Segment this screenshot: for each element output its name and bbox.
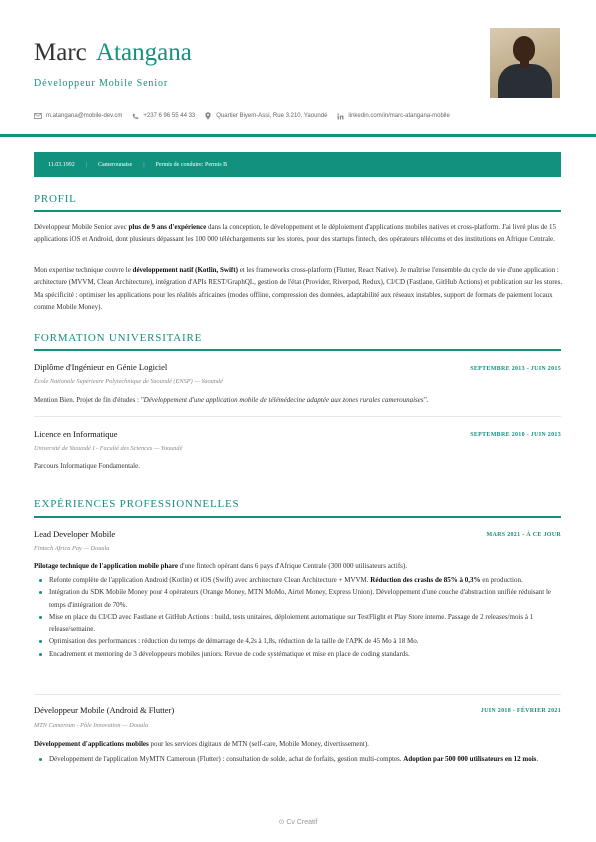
contact-line: [34, 111, 459, 121]
first-name: Marc: [34, 39, 87, 66]
footer-brand: [0, 818, 596, 826]
footer-text: Cv Creatif: [286, 819, 318, 826]
list-item: Encadrement et mentoring de 3 développeurs mobiles juniors. Revue de code systématique et mise en place de coding standards.: [34, 648, 564, 660]
location-icon: [204, 112, 212, 120]
section-rule-experience: [34, 516, 561, 518]
phone-icon: [131, 112, 139, 120]
mail-icon: [34, 112, 42, 120]
section-title-formation: FORMATION UNIVERSITAIRE: [34, 332, 203, 344]
list-item: Développement de l'application MyMTN Cameroun (Flutter) : consultation de solde, achat de forfaits, gestion multi-comptes. Adoption par 500 000 utilisateurs en 12 mois.: [34, 753, 564, 765]
section-rule-profil: [34, 210, 561, 212]
brand-icon: ⊙: [278, 819, 285, 826]
experience-2-company: MTN Cameroun - Pôle Innovation — Douala: [34, 722, 149, 729]
header-divider: [0, 134, 596, 137]
photo-head: [513, 36, 535, 62]
contact-phone-text: +237 6 96 55 44 33: [143, 113, 196, 119]
contact-phone[interactable]: [131, 112, 195, 120]
formation-2-date: SEPTEMBRE 2010 - JUIN 2013: [470, 432, 561, 438]
experience-1-summary: Pilotage technique de l'application mobile phare d'une fintech opérant dans 6 pays d'Afrique Centrale (300 000 utilisateurs actifs).: [34, 562, 407, 570]
contact-linkedin[interactable]: [336, 112, 449, 120]
list-item: Mise en place du CI/CD avec Fastlane et GitHub Actions : build, tests unitaires, déploiement automatique sur TestFlight et Play Store interne. Passage de 2 releases/mois à 1 release/semaine.: [34, 611, 564, 636]
section-rule-formation: [34, 349, 561, 351]
contact-email[interactable]: [34, 112, 122, 120]
list-item: Optimisation des performances : réduction du temps de démarrage de 4,2s à 1,8s, réduction de la taille de l'APK de 45 Mo à 18 Mo.: [34, 635, 564, 647]
experience-1-date: MARS 2021 - À CE JOUR: [486, 532, 561, 538]
linkedin-icon: [336, 112, 344, 120]
driving-license: Permis de conduire: Permis B: [155, 161, 228, 168]
formation-1-date: SEPTEMBRE 2013 - JUIN 2015: [470, 366, 561, 372]
personal-info-bar: [34, 152, 561, 177]
formation-2-description: Parcours Informatique Fondamentale.: [34, 462, 140, 470]
experience-1-company: Fintech Africa Pay — Douala: [34, 545, 110, 552]
contact-address-text: Quartier Biyem-Assi, Rue 3.210, Yaoundé: [216, 113, 328, 119]
job-title: Développeur Mobile Senior: [34, 78, 169, 89]
section-title-profil: PROFIL: [34, 193, 77, 205]
experience-2-summary: Développement d'applications mobiles pour les services digitaux de MTN (self-care, Mobile Money, divertissement).: [34, 740, 369, 748]
separator: |: [85, 161, 87, 168]
experience-1-title: Lead Developer Mobile: [34, 529, 116, 539]
profile-photo: [490, 28, 560, 98]
list-item: Intégration du SDK Mobile Money pour 4 opérateurs (Orange Money, MTN MoMo, Airtel Money, Express Union). Développement d'une couche d'abstraction unifiée réduisant le temps d'intégration de 70%.: [34, 586, 564, 611]
list-item: Refonte complète de l'application Android (Kotlin) et iOS (Swift) avec architecture Clean Architecture + MVVM. Réduction des crashs de 85% à 0,3% en production.: [34, 574, 564, 586]
formation-1-title: Diplôme d'Ingénieur en Génie Logiciel: [34, 362, 168, 372]
separator: |: [143, 161, 145, 168]
full-name: [34, 38, 192, 68]
birthdate: 11.03.1992: [48, 161, 75, 168]
experience-2-bullets: [34, 753, 564, 765]
entry-divider: [34, 694, 561, 695]
contact-address: [204, 112, 327, 120]
experience-2-title: Développeur Mobile (Android & Flutter): [34, 705, 175, 715]
contact-email-text: m.atangana@mobile-dev.cm: [46, 113, 123, 119]
profil-paragraph-2: Mon expertise technique couvre le développement natif (Kotlin, Swift) et les frameworks cross-platform (Flutter, React Native). Je maîtrise l'ensemble du cycle de vie d'une application : architecture (MVVM, Clean Architecture), intégration d'APIs REST/GraphQL, gestion de l'état (Provider, Riverpod, Redux), CI/CD (Fastlane, GitHub Actions) et publication sur les stores. Ma spécificité : optimiser les applications pour les réalités africaines (modes offline, compression des données, adaptabilité aux réseaux instables, support de formats de paiement locaux comme Mobile Money).: [34, 266, 563, 312]
nationality: Camerounaise: [97, 161, 133, 168]
formation-2-title: Licence en Informatique: [34, 429, 118, 439]
section-title-experience: EXPÉRIENCES PROFESSIONNELLES: [34, 498, 240, 510]
photo-body: [498, 64, 552, 98]
profil-paragraph-1: Développeur Mobile Senior avec plus de 9 ans d'expérience dans la conception, le développement et le déploiement d'applications mobiles natives et cross-platform. J'ai livré plus de 15 applications iOS et Android, dont plusieurs dépassant les 100 000 téléchargements sur les stores, pour des startups fintech, des opérateurs télécoms et des institutions en Afrique Centrale.: [34, 223, 556, 244]
last-name: Atangana: [96, 39, 192, 66]
contact-linkedin-text: linkedin.com/in/marc-atangana-mobile: [348, 113, 450, 119]
formation-1-school: École Nationale Supérieure Polytechnique de Yaoundé (ENSP) — Yaoundé: [34, 378, 223, 385]
formation-1-description: Mention Bien. Projet de fin d'études : "Développement d'une application mobile de télémédecine adaptée aux zones rurales camerounaises".: [34, 396, 429, 404]
formation-2-school: Université de Yaoundé I - Faculté des Sciences — Yaoundé: [34, 445, 183, 452]
experience-1-bullets: [34, 574, 564, 660]
entry-divider: [34, 416, 561, 417]
experience-2-date: JUIN 2018 - FÉVRIER 2021: [480, 708, 561, 714]
